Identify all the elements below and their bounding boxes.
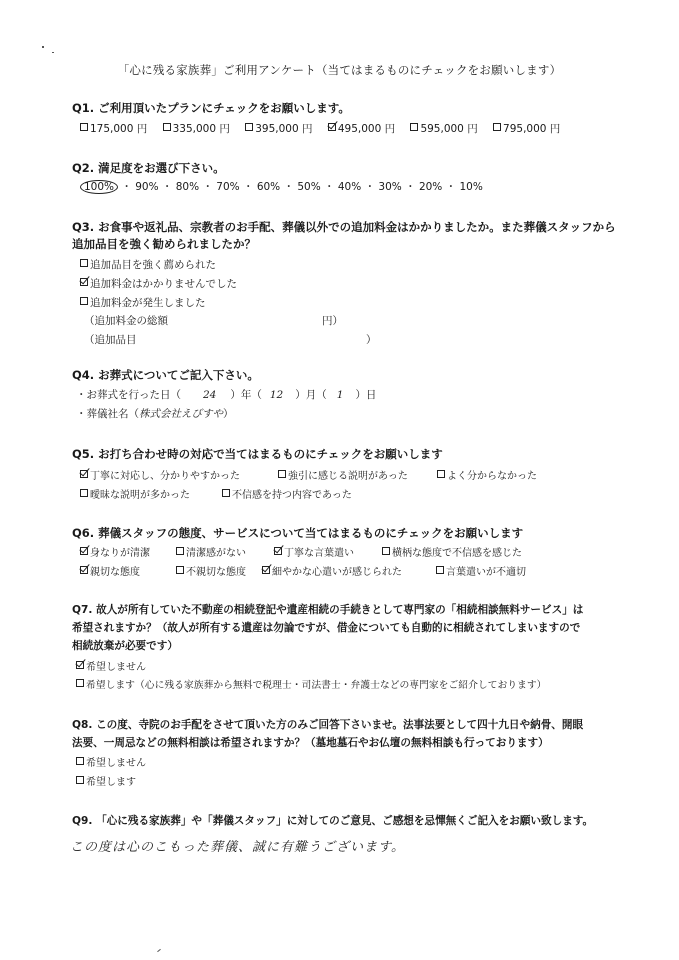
q3-option-1[interactable]: 追加品目を強く薦められた (80, 257, 216, 272)
q9-handwritten-answer[interactable]: この度は心のこもった葬儀、誠に有難うございます。 (70, 840, 405, 855)
checkbox[interactable] (437, 470, 445, 478)
checkbox-checked[interactable] (80, 470, 88, 478)
q5-option-5[interactable]: 不信感を持つ内容であった (222, 486, 352, 501)
q3-question-line2: 追加品目を強く勧められましたか？ (72, 237, 256, 251)
q7-question-line2: 希望されますか？（故人が所有する遺産は勿論ですが、借金についても自動的に相続されてしまいますので (72, 622, 581, 634)
q3-amount-unit: 円） (322, 315, 343, 327)
checkbox[interactable] (410, 123, 418, 131)
checkbox[interactable] (80, 123, 88, 131)
checkbox-checked[interactable] (80, 547, 88, 555)
checkbox-checked[interactable] (262, 566, 270, 574)
checkbox[interactable] (76, 679, 84, 687)
q6-option-2[interactable]: 清潔感がない (176, 544, 246, 559)
q1-option-1[interactable]: 175,000 円 (80, 123, 147, 135)
q6-option-8[interactable]: 言葉遣いが不適切 (436, 563, 526, 578)
checkbox[interactable] (176, 566, 184, 574)
q5-option-3[interactable]: よく分からなかった (437, 467, 537, 482)
q5-option-1[interactable]: 丁寧に対応し、分かりやすかった (80, 467, 240, 482)
checkbox[interactable] (382, 547, 390, 555)
checkbox[interactable] (80, 259, 88, 267)
q6-option-6[interactable]: 不親切な態度 (176, 563, 246, 578)
q1-option-4[interactable]: 495,000 円 (328, 123, 395, 135)
checkbox[interactable] (80, 489, 88, 497)
q4-day-value[interactable]: 1 (336, 389, 344, 401)
q4-date-label: ・お葬式を行った日（ (76, 389, 181, 401)
q8-question-line2: 法要、一周忌などの無料相談は希望されますか？（墓地墓石やお仏壇の無料相談も行っております） (72, 737, 549, 749)
q6-option-3[interactable]: 丁寧な言葉遣い (274, 544, 354, 559)
q2-option[interactable]: 30% (378, 181, 402, 193)
q6-option-7[interactable]: 細やかな心遣いが感じられた (262, 563, 402, 578)
q2-option[interactable]: 10% (459, 181, 483, 193)
q4-company-value[interactable]: 株式会社えびすや (139, 408, 223, 420)
scan-speck (42, 46, 44, 48)
checkbox[interactable] (436, 566, 444, 574)
q3-items-close: ） (366, 334, 377, 346)
checkbox[interactable] (278, 470, 286, 478)
q6-option-4[interactable]: 横柄な態度で不信感を感じた (382, 544, 522, 559)
q3-question-line1: Q3. お食事や返礼品、宗教者のお手配、葬儀以外での追加料金はかかりましたか。また葬儀スタッフから (72, 220, 616, 234)
q1-options (80, 121, 572, 136)
q1-option-6[interactable]: 795,000 円 (493, 123, 560, 135)
q4-year-value[interactable]: 24 (203, 389, 217, 401)
q3-items-label: （追加品目 (84, 334, 137, 346)
q8-option-2[interactable]: 希望します (76, 773, 136, 788)
q2-option[interactable]: 80% (175, 181, 200, 193)
checkbox[interactable] (76, 757, 84, 765)
q2-option-100-selected[interactable]: 100% (80, 180, 118, 194)
q4-company-label: ・葬儀社名（ (76, 408, 139, 420)
q3-option-3[interactable]: 追加料金が発生しました (80, 295, 206, 310)
checkbox[interactable] (245, 123, 253, 131)
checkbox[interactable] (163, 123, 171, 131)
checkbox[interactable] (76, 776, 84, 784)
checkbox[interactable] (176, 547, 184, 555)
q2-question: Q2. 満足度をお選び下さい。 (72, 161, 225, 175)
q7-option-2[interactable]: 希望します（心に残る家族葬から無料で税理士・司法書士・弁護士などの専門家をご紹介しております） (76, 677, 546, 691)
q9-question: Q9. 「心に残る家族葬」や「葬儀スタッフ」に対してのご意見、ご感想を忌憚無くご記入をお願い致します。 (72, 815, 594, 827)
q7-question-line1: Q7. 故人が所有していた不動産の相続登記や遺産相続の手続きとして専門家の「相続相談無料サービス」は (72, 604, 584, 616)
q8-option-1[interactable]: 希望しません (76, 754, 146, 769)
q3-amount-label: （追加料金の総額 (84, 315, 168, 327)
q2-option[interactable]: 50% (297, 181, 321, 193)
q1-option-2[interactable]: 335,000 円 (163, 123, 230, 135)
q1-question: Q1. ご利用頂いたプランにチェックをお願いします。 (72, 101, 350, 115)
checkbox-checked[interactable] (274, 547, 282, 555)
survey-title: 「心に残る家族葬」ご利用アンケート（当てはまるものにチェックをお願いします） (117, 63, 562, 77)
q6-option-5[interactable]: 親切な態度 (80, 563, 140, 578)
q5-option-2[interactable]: 強引に感じる説明があった (278, 467, 408, 482)
q4-date-row: ・お葬式を行った日（ 24 ）年（ 12 ）月（ 1 ）日 (76, 389, 377, 401)
checkbox-checked[interactable] (76, 661, 84, 669)
q7-question-line3: 相続放棄が必要です） (72, 640, 178, 652)
q4-company-row: ・葬儀社名（株式会社えびすや） (76, 408, 234, 420)
q1-option-3[interactable]: 395,000 円 (245, 123, 312, 135)
checkbox[interactable] (493, 123, 501, 131)
checkbox-checked[interactable] (328, 123, 336, 131)
q5-option-4[interactable]: 曖昧な説明が多かった (80, 486, 190, 501)
q1-option-5[interactable]: 595,000 円 (410, 123, 477, 135)
q6-option-1[interactable]: 身なりが清潔 (80, 544, 150, 559)
checkbox-checked[interactable] (80, 278, 88, 286)
q6-question: Q6. 葬儀スタッフの態度、サービスについて当てはまるものにチェックをお願いします (72, 526, 524, 540)
checkbox-checked[interactable] (80, 566, 88, 574)
scan-speck (157, 949, 161, 952)
q7-option-1[interactable]: 希望しません (76, 658, 146, 673)
scan-speck (52, 52, 54, 53)
checkbox[interactable] (222, 489, 230, 497)
checkbox[interactable] (80, 297, 88, 305)
q2-option[interactable]: 60% (256, 181, 281, 193)
q4-month-value[interactable]: 12 (269, 389, 284, 401)
q2-option[interactable]: 20% (418, 181, 443, 193)
q5-question: Q5. お打ち合わせ時の対応で当てはまるものにチェックをお願いします (72, 447, 443, 461)
q4-question: Q4. お葬式についてご記入下さい。 (72, 368, 259, 382)
q2-option[interactable]: 40% (337, 181, 362, 193)
q2-scale: 100% ・ 90% ・ 80% ・ 70% ・ 60% ・ 50% ・ 40% ・ 30% ・ 20% ・ 10% (80, 179, 483, 194)
q3-option-2[interactable]: 追加料金はかかりませんでした (80, 276, 237, 291)
q2-option[interactable]: 90% (135, 181, 159, 193)
q2-option[interactable]: 70% (216, 181, 240, 193)
q8-question-line1: Q8. この度、寺院のお手配をさせて頂いた方のみご回答下さいませ。法事法要として四十九日や納骨、開眼 (72, 719, 584, 731)
